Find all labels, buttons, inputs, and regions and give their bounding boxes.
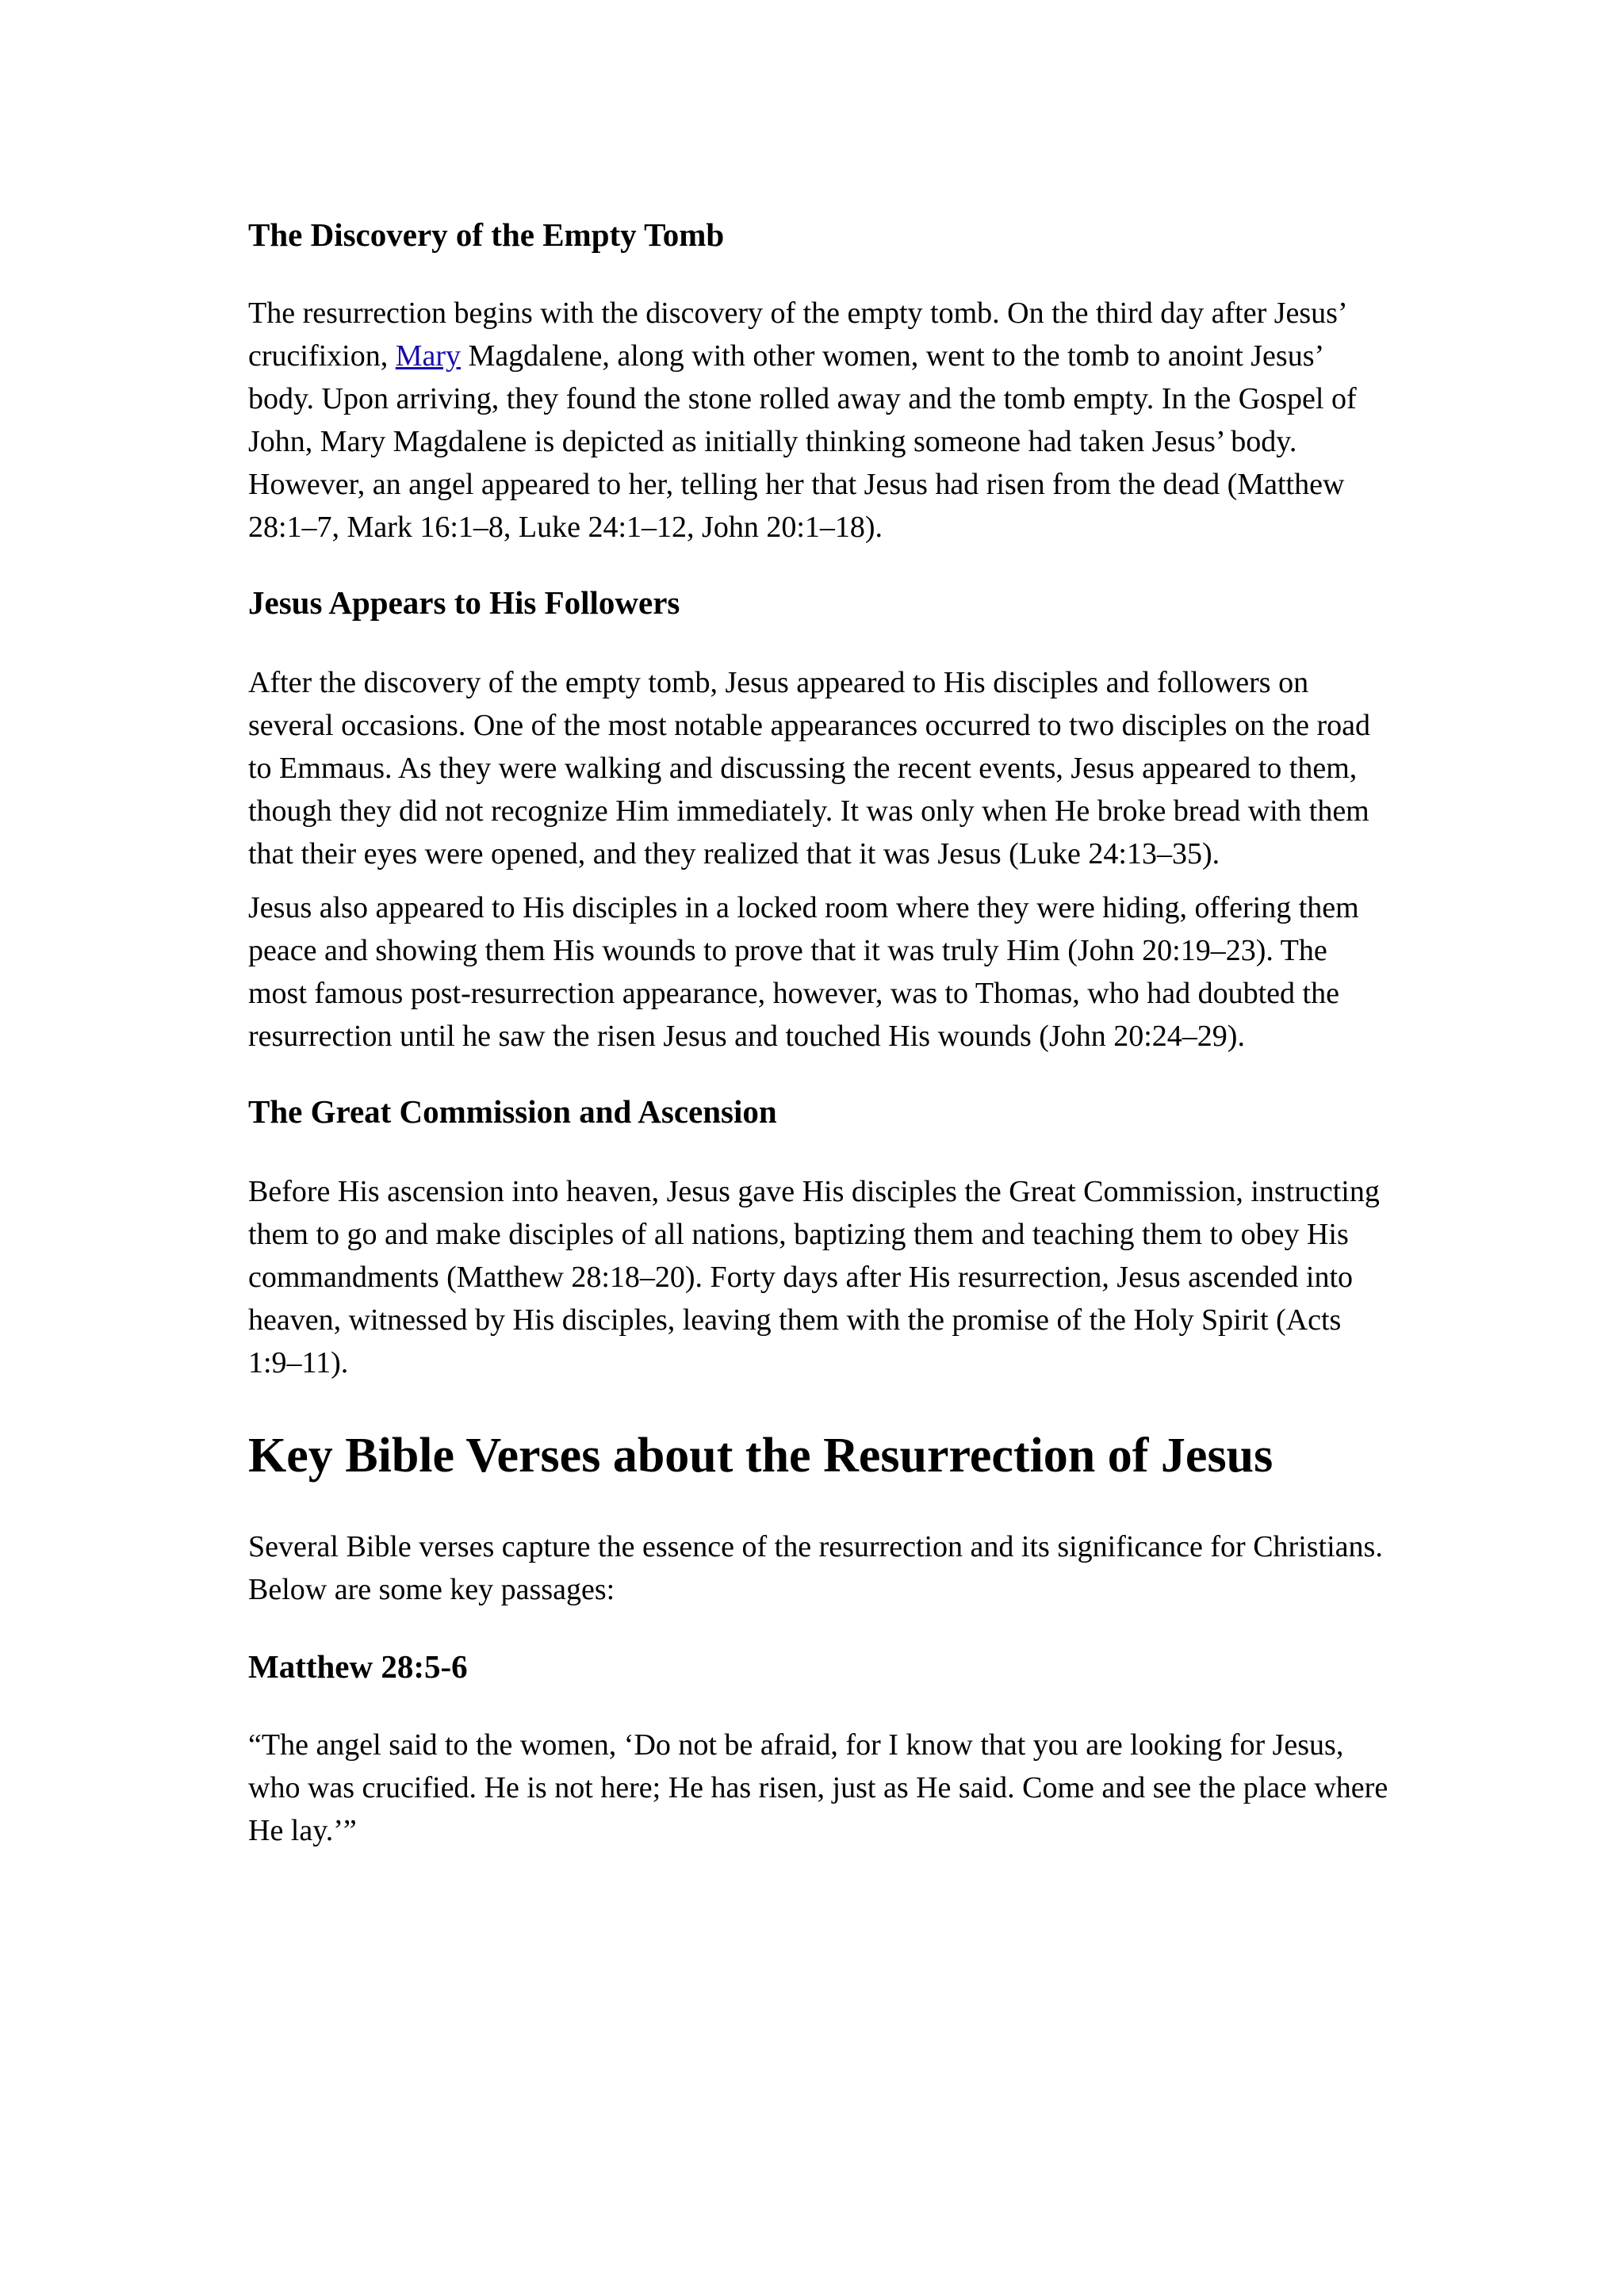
paragraph-appears-1: After the discovery of the empty tomb, Jesus appeared to His disciples and followers on several occasions. One of the most notable appearances occurred to two disciples on the road to Emmaus. As they were walking and discussing the recent events, Jesus appeared to them, though they did not recognize Him immediately. It was only when He broke bread with them that their eyes were opened, and they realized that it was Jesus (Luke 24:13–35). xyxy=(248,666,1370,871)
paragraph-key-verses-intro: Several Bible verses capture the essence of the resurrection and its significance for Christians. Below are some key passages: xyxy=(248,1530,1383,1606)
section-heading-matthew: Matthew 28:5-6 xyxy=(248,1648,468,1685)
section-heading-commission: The Great Commission and Ascension xyxy=(248,1093,777,1130)
mary-link[interactable]: Mary xyxy=(395,339,462,373)
main-heading-key-verses: Key Bible Verses about the Resurrection of Jesus xyxy=(248,1429,1274,1483)
document-page xyxy=(248,212,1390,1852)
section-heading-empty-tomb: The Discovery of the Empty Tomb xyxy=(248,216,725,253)
section-heading-appears: Jesus Appears to His Followers xyxy=(248,584,680,621)
paragraph-text: Magdalene, along with other women, went to the tomb to anoint Jesus’ body. Upon arriving, they found the stone rolled away and the tomb empty. In the Gospel of John, Mary Magdalene is depicted as initially thinking someone had taken Jesus’ body. However, an angel appeared to her, telling her that Jesus had risen from the dead (Matthew 28:1–7, Mark 16:1–8, Luke 24:1–12, John 20:1–18). xyxy=(248,339,1357,544)
paragraph-text: The resurrection begins with the discovery of the empty tomb. On the third day after Jesus’ crucifixion, xyxy=(248,297,1346,373)
paragraph-empty-tomb xyxy=(248,292,1390,549)
paragraph-commission: Before His ascension into heaven, Jesus gave His disciples the Great Commission, instructing them to go and make disciples of all nations, baptizing them and teaching them to obey His commandments (Matthew 28:18–20). Forty days after His resurrection, Jesus ascended into heaven, witnessed by His disciples, leaving them with the promise of the Holy Spirit (Acts 1:9–11). xyxy=(248,1175,1380,1380)
verse-quote-matthew: “The angel said to the women, ‘Do not be afraid, for I know that you are looking for Jesus, who was crucified. He is not here; He has risen, just as He said. Come and see the place where He lay.’” xyxy=(248,1728,1388,1847)
paragraph-appears-2: Jesus also appeared to His disciples in a locked room where they were hiding, offering them peace and showing them His wounds to prove that it was truly Him (John 20:19–23). The most famous post-resurrection appearance, however, was to Thomas, who had doubted the resurrection until he saw the risen Jesus and touched His wounds (John 20:24–29). xyxy=(248,891,1359,1053)
